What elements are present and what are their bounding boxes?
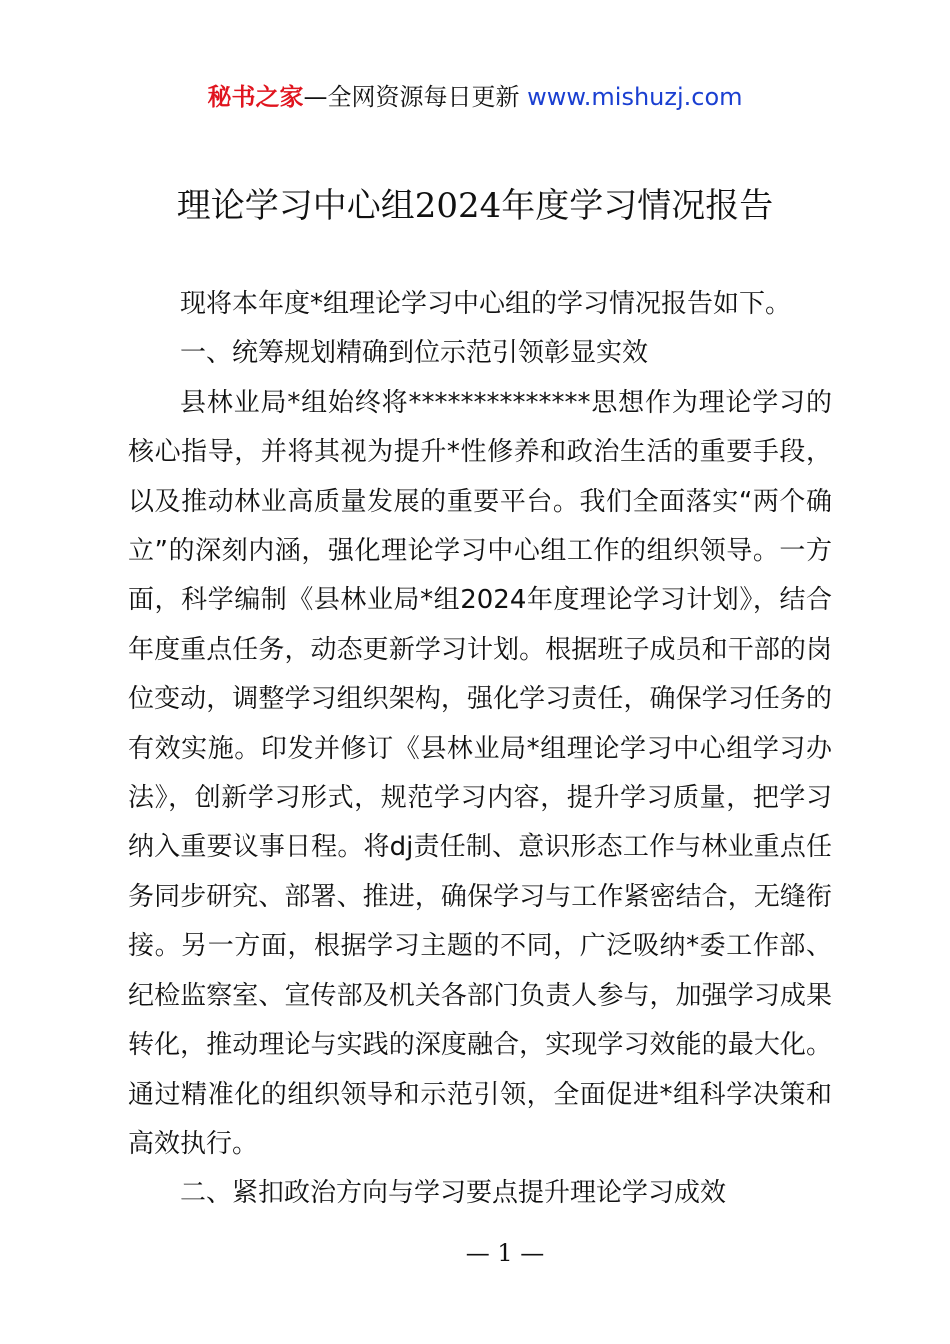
section-heading-2: 二、紧扣政治方向与学习要点提升理论学习成效	[180, 1178, 727, 1209]
header-tagline: —全网资源每日更新	[303, 83, 528, 111]
brand-name: 秘书之家	[207, 83, 304, 111]
document-title: 理论学习中心组2024年度学习情况报告	[176, 186, 774, 226]
section-heading-1: 一、统筹规划精确到位示范引领彰显实效	[180, 338, 649, 369]
intro-paragraph: 现将本年度*组理论学习中心组的学习情况报告如下。	[180, 289, 792, 319]
page-number-text: — 1 —	[465, 1239, 545, 1267]
document-body	[128, 280, 832, 1219]
body-paragraph: 县林业局*组始终将**************思想作为理论学习的核心指导，并将其视为提升*性修养和政治生活的重要手段，以及推动林业高质量发展的重要平台。我们全面落实“两个确立”的深刻内涵，强化理论学习中心组工作的组织领导。一方面，科学编制《县林业局*组2024年度理论学习计划》，结合年度重点任务，动态更新学习计划。根据班子成员和干部的岗位变动，调整学习组织架构，强化学习责任，确保学习任务的有效实施。印发并修订《县林业局*组理论学习中心组学习办法》，创新学习形式，规范学习内容，提升学习质量，把学习纳入重要议事日程。将dj责任制、意识形态工作与林业重点任务同步研究、部署、推进，确保学习与工作紧密结合，无缝衔接。另一方面，根据学习主题的不同，广泛吸纳*委工作部、纪检监察室、宣传部及机关各部门负责人参与，加强学习成果转化，推动理论与实践的深度融合，实现学习效能的最大化。通过精准化的组织领导和示范引领，全面促进*组科学决策和高效执行。	[128, 387, 832, 1159]
site-header	[0, 80, 950, 114]
site-url-link[interactable]: www.mishuzj.com	[527, 83, 743, 111]
page-number	[0, 1236, 950, 1270]
